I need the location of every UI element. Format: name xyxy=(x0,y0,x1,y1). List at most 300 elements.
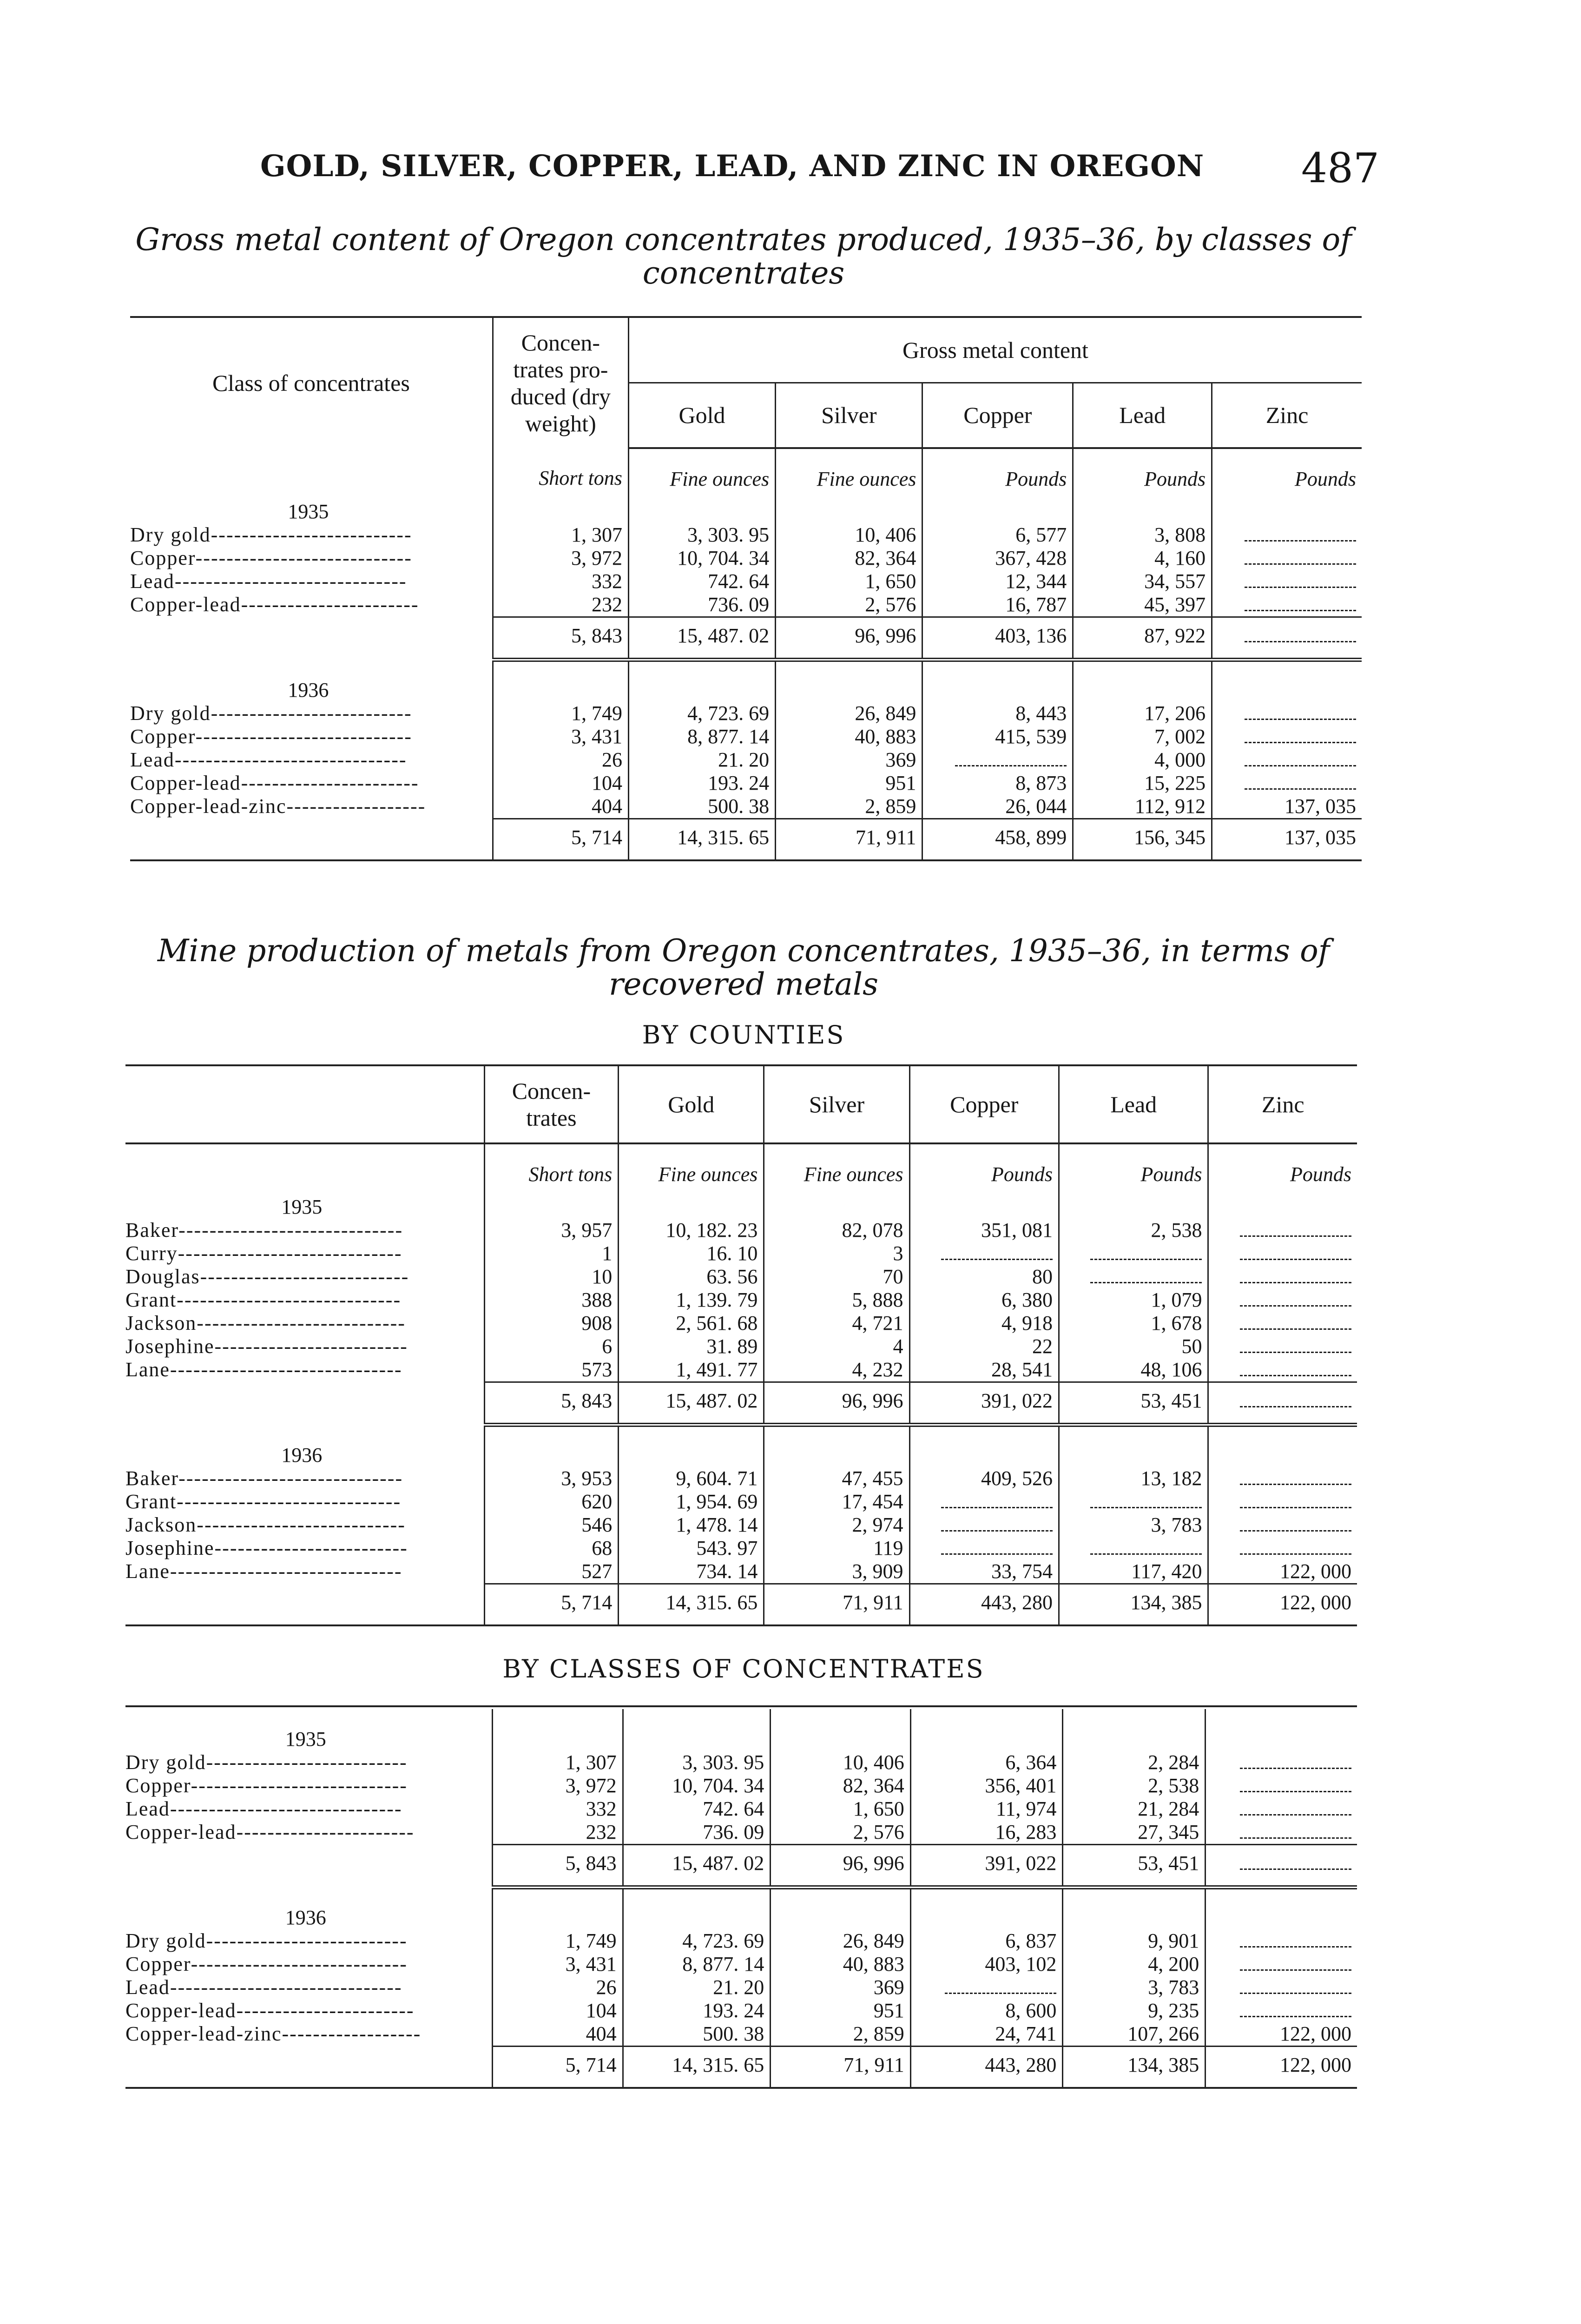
row-label: Copper-lead----------------------- xyxy=(125,1821,415,1843)
table-row xyxy=(130,795,1362,819)
unit-cell: Fine ounces xyxy=(764,1143,909,1186)
value-cell xyxy=(1059,1490,1208,1513)
blank-cell xyxy=(1212,491,1362,523)
row-label: Jackson--------------------------- xyxy=(125,1312,406,1334)
value-cell: 68 xyxy=(484,1537,619,1560)
row-label: Baker----------------------------- xyxy=(125,1466,403,1490)
empty-dash xyxy=(1240,1823,1351,1839)
total-cell: 5, 843 xyxy=(493,617,628,660)
value-cell: 9, 901 xyxy=(1063,1929,1206,1953)
blank-cell xyxy=(771,1888,911,1929)
value-cell: 356, 401 xyxy=(910,1774,1063,1797)
total-cell: 122, 000 xyxy=(1208,1584,1357,1625)
value-cell: 16, 787 xyxy=(922,593,1073,617)
value-cell: 332 xyxy=(493,570,628,593)
table-row xyxy=(130,748,1362,772)
blank-cell xyxy=(492,1888,623,1929)
value-cell: 34, 557 xyxy=(1073,570,1212,593)
value-cell: 1, 139. 79 xyxy=(619,1288,764,1312)
value-cell: 26, 044 xyxy=(922,795,1073,819)
value-cell xyxy=(1206,1751,1357,1774)
value-cell: 3, 972 xyxy=(493,547,628,570)
value-cell: 573 xyxy=(484,1358,619,1382)
table1-caption: Gross metal content of Oregon concentrates produced, 1935–36, by classes of concentrates xyxy=(135,222,1352,291)
empty-dash xyxy=(1090,1539,1202,1555)
unit-cell: Pounds xyxy=(909,1143,1059,1186)
total-cell: 96, 996 xyxy=(764,1382,909,1425)
empty-dash xyxy=(941,1539,1053,1555)
value-cell: 15, 225 xyxy=(1073,772,1212,795)
value-cell: 620 xyxy=(484,1490,619,1513)
blank-cell xyxy=(922,660,1073,702)
header-gold: Gold xyxy=(619,1065,764,1143)
empty-dash xyxy=(1240,1291,1351,1307)
total-row xyxy=(125,1584,1357,1625)
value-cell xyxy=(1206,1797,1357,1821)
value-cell: 193. 24 xyxy=(628,772,775,795)
header-zinc: Zinc xyxy=(1208,1065,1357,1143)
value-cell: 4, 232 xyxy=(764,1358,909,1382)
value-cell: 736. 09 xyxy=(623,1821,771,1845)
value-cell: 104 xyxy=(493,772,628,795)
value-cell: 1, 749 xyxy=(493,702,628,725)
value-cell xyxy=(1206,1821,1357,1845)
value-cell: 21, 284 xyxy=(1063,1797,1206,1821)
total-row xyxy=(125,2046,1357,2088)
empty-dash xyxy=(1240,1932,1351,1948)
blank-cell xyxy=(771,1709,911,1751)
value-cell xyxy=(1208,1265,1357,1288)
row-label: Dry gold-------------------------- xyxy=(125,1751,408,1774)
blank-cell xyxy=(1073,660,1212,702)
value-cell: 8, 873 xyxy=(922,772,1073,795)
subhead-by-counties: BY COUNTIES xyxy=(642,1020,845,1050)
value-cell: 1, 650 xyxy=(771,1797,911,1821)
value-cell: 1, 307 xyxy=(493,523,628,547)
value-cell xyxy=(1212,593,1362,617)
total-cell xyxy=(1208,1382,1357,1425)
value-cell xyxy=(1208,1288,1357,1312)
total-cell: 134, 385 xyxy=(1059,1584,1208,1625)
blank-cell xyxy=(922,491,1073,523)
header-copper: Copper xyxy=(922,383,1073,448)
row-label: Lead------------------------------ xyxy=(130,748,407,771)
empty-dash xyxy=(1240,1855,1351,1870)
value-cell: 1, 478. 14 xyxy=(619,1513,764,1537)
table-row xyxy=(125,1560,1357,1584)
value-cell xyxy=(1212,523,1362,547)
value-cell: 8, 443 xyxy=(922,702,1073,725)
table2-counties-body xyxy=(125,1143,1357,1625)
value-cell xyxy=(1208,1358,1357,1382)
value-cell: 122, 000 xyxy=(1208,1560,1357,1584)
row-label: Douglas--------------------------- xyxy=(125,1265,409,1288)
value-cell: 17, 454 xyxy=(764,1490,909,1513)
value-cell: 21. 20 xyxy=(628,748,775,772)
header-copper: Copper xyxy=(909,1065,1059,1143)
blank-cell xyxy=(910,1888,1063,1929)
total-cell: 443, 280 xyxy=(910,2046,1063,2088)
empty-dash xyxy=(1240,2002,1351,2017)
total-cell: 15, 487. 02 xyxy=(619,1382,764,1425)
value-cell: 10, 182. 23 xyxy=(619,1219,764,1242)
value-cell: 27, 345 xyxy=(1063,1821,1206,1845)
value-cell: 6, 577 xyxy=(922,523,1073,547)
total-cell: 458, 899 xyxy=(922,819,1073,860)
total-cell: 5, 714 xyxy=(493,819,628,860)
blank-cell xyxy=(1208,1425,1357,1467)
row-label: Copper---------------------------- xyxy=(130,725,412,748)
value-cell: 734. 14 xyxy=(619,1560,764,1584)
blank-cell xyxy=(493,491,628,523)
blank-cell xyxy=(623,1709,771,1751)
blank-cell xyxy=(623,1888,771,1929)
value-cell: 3, 808 xyxy=(1073,523,1212,547)
value-cell: 193. 24 xyxy=(623,1999,771,2022)
row-label: Copper-lead----------------------- xyxy=(130,593,419,616)
table-row xyxy=(125,1953,1357,1976)
empty-dash xyxy=(1240,1245,1351,1260)
value-cell xyxy=(1208,1335,1357,1358)
total-label xyxy=(125,1382,484,1425)
empty-dash xyxy=(1240,1979,1351,1994)
table-row xyxy=(125,1999,1357,2022)
value-cell: 17, 206 xyxy=(1073,702,1212,725)
value-cell: 107, 266 xyxy=(1063,2022,1206,2047)
value-cell: 3, 303. 95 xyxy=(628,523,775,547)
value-cell xyxy=(1206,1999,1357,2022)
total-row xyxy=(130,819,1362,860)
value-cell: 2, 538 xyxy=(1059,1219,1208,1242)
header-silver: Silver xyxy=(776,383,922,448)
table-row xyxy=(125,1288,1357,1312)
value-cell: 1, 678 xyxy=(1059,1312,1208,1335)
total-cell: 14, 315. 65 xyxy=(623,2046,771,2088)
row-label: Lane------------------------------ xyxy=(125,1559,402,1583)
empty-dash xyxy=(1245,705,1356,720)
value-cell: 10, 406 xyxy=(771,1751,911,1774)
table2-caption: Mine production of metals from Oregon concentrates, 1935–36, in terms of recovered metals xyxy=(157,933,1330,1002)
value-cell: 4, 723. 69 xyxy=(623,1929,771,1953)
total-row xyxy=(125,1382,1357,1425)
value-cell: 11, 974 xyxy=(910,1797,1063,1821)
value-cell: 1, 749 xyxy=(492,1929,623,1953)
table-row xyxy=(125,1312,1357,1335)
value-cell: 10, 406 xyxy=(776,523,922,547)
empty-dash xyxy=(1240,1314,1351,1330)
unit-cell: Pounds xyxy=(1208,1143,1357,1186)
value-cell xyxy=(1212,772,1362,795)
year-row xyxy=(130,491,1362,523)
value-cell: 543. 97 xyxy=(619,1537,764,1560)
empty-dash xyxy=(1240,1493,1351,1508)
empty-dash xyxy=(1240,1539,1351,1555)
value-cell: 9, 235 xyxy=(1063,1999,1206,2022)
empty-dash xyxy=(1240,1392,1351,1407)
running-head: GOLD, SILVER, COPPER, LEAD, AND ZINC IN OREGON xyxy=(260,149,1205,184)
table-row xyxy=(125,1490,1357,1513)
value-cell: 1, 650 xyxy=(776,570,922,593)
row-label: Lane------------------------------ xyxy=(125,1358,402,1381)
value-cell xyxy=(1208,1219,1357,1242)
total-cell: 15, 487. 02 xyxy=(623,1845,771,1888)
value-cell: 1, 491. 77 xyxy=(619,1358,764,1382)
total-cell: 391, 022 xyxy=(909,1382,1059,1425)
header-concentrates: Concen- trates pro- duced (dry weight) xyxy=(493,317,628,448)
total-cell: 53, 451 xyxy=(1063,1845,1206,1888)
total-cell: 122, 000 xyxy=(1206,2046,1357,2088)
header-gold: Gold xyxy=(628,383,775,448)
empty-dash xyxy=(1245,596,1356,611)
blank-cell xyxy=(492,1709,623,1751)
value-cell: 404 xyxy=(492,2022,623,2047)
header-lead: Lead xyxy=(1059,1065,1208,1143)
empty-dash xyxy=(1240,1361,1351,1376)
value-cell: 70 xyxy=(764,1265,909,1288)
value-cell: 1 xyxy=(484,1242,619,1265)
table-row xyxy=(125,1358,1357,1382)
total-cell: 71, 911 xyxy=(764,1584,909,1625)
value-cell: 26 xyxy=(492,1976,623,1999)
value-cell: 951 xyxy=(776,772,922,795)
value-cell: 3, 957 xyxy=(484,1219,619,1242)
total-cell: 96, 996 xyxy=(776,617,922,660)
table-row xyxy=(125,1265,1357,1288)
total-label xyxy=(125,2046,492,2088)
unit-cell: Fine ounces xyxy=(776,448,922,491)
value-cell: 500. 38 xyxy=(628,795,775,819)
total-cell: 137, 035 xyxy=(1212,819,1362,860)
year-row xyxy=(125,1709,1357,1751)
year-row xyxy=(130,660,1362,702)
value-cell: 4, 200 xyxy=(1063,1953,1206,1976)
table-row xyxy=(130,702,1362,725)
value-cell xyxy=(922,748,1073,772)
value-cell: 546 xyxy=(484,1513,619,1537)
total-label xyxy=(125,1584,484,1625)
value-cell: 2, 576 xyxy=(776,593,922,617)
year-label: 1936 xyxy=(288,678,329,701)
value-cell xyxy=(909,1537,1059,1560)
empty-dash xyxy=(1240,1268,1351,1283)
empty-dash xyxy=(1245,549,1356,565)
table-row xyxy=(130,523,1362,547)
row-label: Copper-lead-zinc------------------ xyxy=(125,2022,422,2045)
units-label xyxy=(125,1143,484,1186)
value-cell xyxy=(1212,570,1362,593)
row-label: Copper-lead-zinc------------------ xyxy=(130,794,426,818)
value-cell: 6 xyxy=(484,1335,619,1358)
total-cell: 5, 843 xyxy=(484,1382,619,1425)
header-gross-metal-content: Gross metal content xyxy=(628,317,1362,383)
empty-dash xyxy=(945,1979,1056,1994)
value-cell: 4 xyxy=(764,1335,909,1358)
table-row xyxy=(125,1929,1357,1953)
value-cell: 2, 284 xyxy=(1063,1751,1206,1774)
blank-cell xyxy=(628,660,775,702)
value-cell: 951 xyxy=(771,1999,911,2022)
unit-cell: Pounds xyxy=(1212,448,1362,491)
value-cell: 6, 380 xyxy=(909,1288,1059,1312)
value-cell: 4, 723. 69 xyxy=(628,702,775,725)
total-cell: 53, 451 xyxy=(1059,1382,1208,1425)
value-cell: 122, 000 xyxy=(1206,2022,1357,2047)
row-label: Copper-lead----------------------- xyxy=(125,1999,415,2022)
header-concentrates: Concen- trates xyxy=(484,1065,619,1143)
value-cell xyxy=(1206,1929,1357,1953)
value-cell xyxy=(1208,1513,1357,1537)
row-label: Copper---------------------------- xyxy=(130,547,412,569)
row-label: Copper---------------------------- xyxy=(125,1952,408,1975)
table-row xyxy=(125,1797,1357,1821)
value-cell: 500. 38 xyxy=(623,2022,771,2047)
units-label xyxy=(130,448,493,491)
value-cell xyxy=(1206,1774,1357,1797)
value-cell xyxy=(1206,1976,1357,1999)
value-cell: 2, 576 xyxy=(771,1821,911,1845)
empty-dash xyxy=(1245,728,1356,743)
value-cell: 6, 837 xyxy=(910,1929,1063,1953)
row-label: Copper---------------------------- xyxy=(125,1774,408,1797)
empty-dash xyxy=(941,1245,1053,1260)
total-cell: 391, 022 xyxy=(910,1845,1063,1888)
unit-cell: Pounds xyxy=(1073,448,1212,491)
blank-cell xyxy=(909,1186,1059,1219)
value-cell: 4, 721 xyxy=(764,1312,909,1335)
table-row xyxy=(125,2022,1357,2047)
empty-dash xyxy=(1240,1777,1351,1792)
value-cell: 82, 078 xyxy=(764,1219,909,1242)
row-label: Curry----------------------------- xyxy=(125,1242,402,1265)
value-cell: 415, 539 xyxy=(922,725,1073,748)
blank-cell xyxy=(628,491,775,523)
value-cell xyxy=(1212,725,1362,748)
blank-cell xyxy=(1063,1888,1206,1929)
table-row xyxy=(130,570,1362,593)
blank-cell xyxy=(1059,1425,1208,1467)
empty-dash xyxy=(1090,1268,1202,1283)
value-cell: 4, 160 xyxy=(1073,547,1212,570)
value-cell: 3 xyxy=(764,1242,909,1265)
blank-cell xyxy=(484,1425,619,1467)
row-label: Dry gold-------------------------- xyxy=(130,523,412,546)
blank-cell xyxy=(1206,1709,1357,1751)
table-row xyxy=(130,547,1362,570)
total-cell: 14, 315. 65 xyxy=(619,1584,764,1625)
year-label: 1936 xyxy=(281,1443,323,1466)
total-cell: 403, 136 xyxy=(922,617,1073,660)
row-label: Grant----------------------------- xyxy=(125,1490,402,1513)
value-cell: 9, 604. 71 xyxy=(619,1467,764,1490)
row-label: Jackson--------------------------- xyxy=(125,1513,406,1536)
table1-body xyxy=(130,448,1362,860)
total-cell: 5, 714 xyxy=(484,1584,619,1625)
empty-dash xyxy=(1090,1245,1202,1260)
blank-cell xyxy=(776,491,922,523)
value-cell xyxy=(1208,1467,1357,1490)
header-silver: Silver xyxy=(764,1065,909,1143)
blank-cell xyxy=(764,1425,909,1467)
row-label: Dry gold-------------------------- xyxy=(130,701,412,725)
empty-dash xyxy=(1240,1338,1351,1353)
value-cell: 26, 849 xyxy=(771,1929,911,1953)
blank-cell xyxy=(1059,1186,1208,1219)
unit-cell: Short tons xyxy=(484,1143,619,1186)
total-label xyxy=(130,617,493,660)
empty-dash xyxy=(1240,1470,1351,1485)
value-cell: 45, 397 xyxy=(1073,593,1212,617)
empty-dash xyxy=(1090,1493,1202,1508)
value-cell xyxy=(1208,1312,1357,1335)
value-cell: 388 xyxy=(484,1288,619,1312)
value-cell: 10 xyxy=(484,1265,619,1288)
value-cell: 3, 303. 95 xyxy=(623,1751,771,1774)
subhead-by-classes: BY CLASSES OF CONCENTRATES xyxy=(502,1654,985,1684)
total-cell: 15, 487. 02 xyxy=(628,617,775,660)
value-cell: 63. 56 xyxy=(619,1265,764,1288)
value-cell: 4, 918 xyxy=(909,1312,1059,1335)
empty-dash xyxy=(1245,774,1356,790)
empty-dash xyxy=(1240,1800,1351,1816)
table-row xyxy=(125,1219,1357,1242)
blank-cell xyxy=(764,1186,909,1219)
empty-dash xyxy=(1245,627,1356,642)
blank-cell xyxy=(1212,660,1362,702)
value-cell: 2, 974 xyxy=(764,1513,909,1537)
value-cell: 908 xyxy=(484,1312,619,1335)
value-cell: 22 xyxy=(909,1335,1059,1358)
value-cell: 16, 283 xyxy=(910,1821,1063,1845)
table-row xyxy=(125,1774,1357,1797)
value-cell: 47, 455 xyxy=(764,1467,909,1490)
table-row xyxy=(130,593,1362,617)
empty-dash xyxy=(1245,573,1356,588)
year-row xyxy=(125,1888,1357,1929)
empty-dash xyxy=(1240,1754,1351,1769)
table-row xyxy=(130,772,1362,795)
value-cell xyxy=(909,1513,1059,1537)
empty-dash xyxy=(1240,1955,1351,1971)
header-blank xyxy=(125,1065,484,1143)
value-cell xyxy=(1208,1490,1357,1513)
total-cell: 71, 911 xyxy=(776,819,922,860)
units-row xyxy=(125,1143,1357,1186)
total-cell: 96, 996 xyxy=(771,1845,911,1888)
value-cell: 367, 428 xyxy=(922,547,1073,570)
value-cell: 26 xyxy=(493,748,628,772)
header-class: Class of concentrates xyxy=(130,317,493,448)
row-label: Josephine------------------------- xyxy=(125,1335,408,1358)
value-cell: 742. 64 xyxy=(623,1797,771,1821)
value-cell: 409, 526 xyxy=(909,1467,1059,1490)
value-cell: 80 xyxy=(909,1265,1059,1288)
value-cell xyxy=(909,1242,1059,1265)
value-cell: 369 xyxy=(776,748,922,772)
value-cell: 28, 541 xyxy=(909,1358,1059,1382)
value-cell xyxy=(1208,1242,1357,1265)
value-cell: 26, 849 xyxy=(776,702,922,725)
value-cell: 117, 420 xyxy=(1059,1560,1208,1584)
total-cell: 443, 280 xyxy=(909,1584,1059,1625)
value-cell: 5, 888 xyxy=(764,1288,909,1312)
empty-dash xyxy=(1240,1516,1351,1532)
value-cell: 1, 954. 69 xyxy=(619,1490,764,1513)
empty-dash xyxy=(1240,1221,1351,1237)
total-cell: 87, 922 xyxy=(1073,617,1212,660)
blank-cell xyxy=(1063,1709,1206,1751)
value-cell: 10, 704. 34 xyxy=(623,1774,771,1797)
value-cell: 3, 909 xyxy=(764,1560,909,1584)
